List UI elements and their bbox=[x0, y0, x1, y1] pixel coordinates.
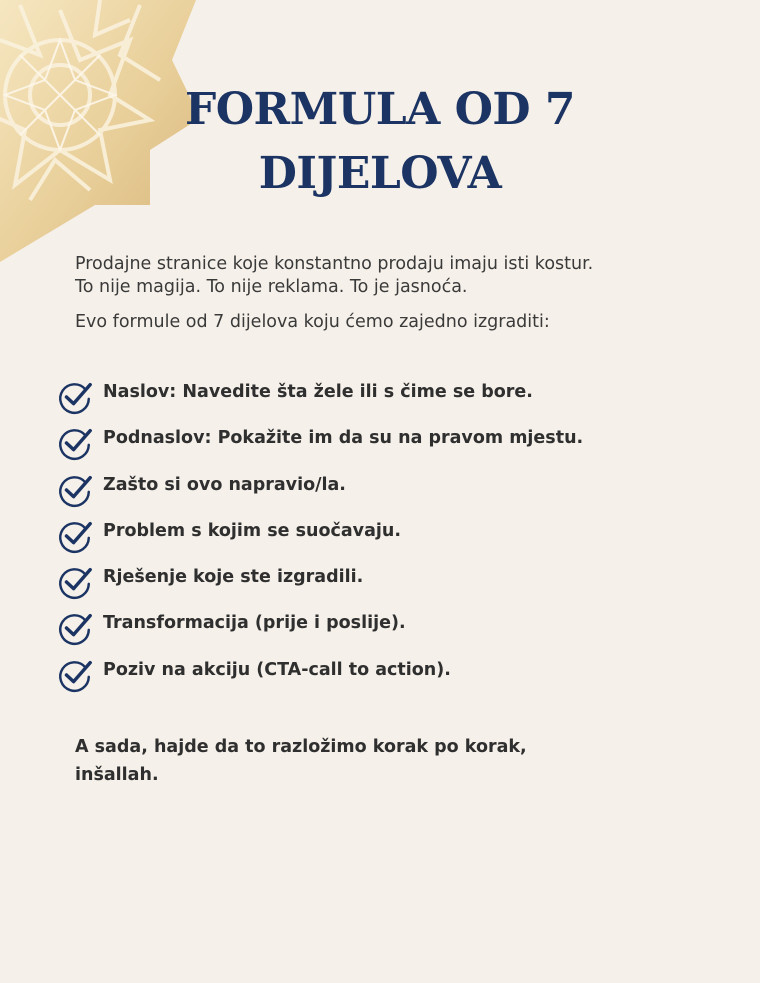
title-line-1: FORMULA OD 7 bbox=[184, 84, 576, 135]
closing-line-1: A sada, hajde da to razložimo korak po korak, bbox=[75, 737, 527, 757]
checklist-item-text: Podnaslov: Pokažite im da su na pravom mjestu. bbox=[103, 428, 584, 449]
checkmark-circle-icon bbox=[56, 471, 94, 509]
closing-line-2: inšallah. bbox=[75, 765, 159, 785]
checkmark-circle-icon bbox=[56, 517, 94, 555]
checklist-item bbox=[56, 607, 736, 653]
checklist-item bbox=[56, 654, 736, 700]
title-line-2: DIJELOVA bbox=[258, 148, 502, 199]
checklist-item-text: Naslov: Navedite šta žele ili s čime se bore. bbox=[103, 382, 533, 402]
intro-line-1: Prodajne stranice koje konstantno prodaju imaju isti kostur. bbox=[75, 254, 594, 274]
checklist-item bbox=[56, 515, 736, 561]
checklist-item-text: Poziv na akciju (CTA-call to action). bbox=[103, 659, 451, 680]
checklist-item bbox=[56, 561, 736, 607]
checklist-item-text: Problem s kojim se suočavaju. bbox=[103, 520, 402, 541]
intro-paragraph bbox=[75, 253, 715, 334]
checkmark-circle-icon bbox=[56, 378, 94, 416]
page-title bbox=[160, 78, 600, 206]
checklist-item bbox=[56, 469, 736, 515]
checkmark-circle-icon bbox=[56, 656, 94, 694]
checklist-item-text: Zašto si ovo napravio/la. bbox=[103, 474, 346, 495]
checkmark-circle-icon bbox=[56, 424, 94, 462]
checklist-item bbox=[56, 376, 736, 422]
checkmark-circle-icon bbox=[56, 609, 94, 647]
formula-checklist bbox=[56, 376, 736, 700]
checklist-item bbox=[56, 422, 736, 468]
checklist-item-text: Rješenje koje ste izgradili. bbox=[103, 567, 364, 588]
checkmark-circle-icon bbox=[56, 563, 94, 601]
intro-line-2: To nije magija. To nije reklama. To je jasnoća. bbox=[75, 277, 468, 297]
checklist-item-text: Transformacija (prije i poslije). bbox=[103, 613, 406, 634]
intro-line-3: Evo formule od 7 dijelova koju ćemo zajedno izgraditi: bbox=[75, 312, 550, 332]
closing-paragraph bbox=[75, 733, 635, 789]
